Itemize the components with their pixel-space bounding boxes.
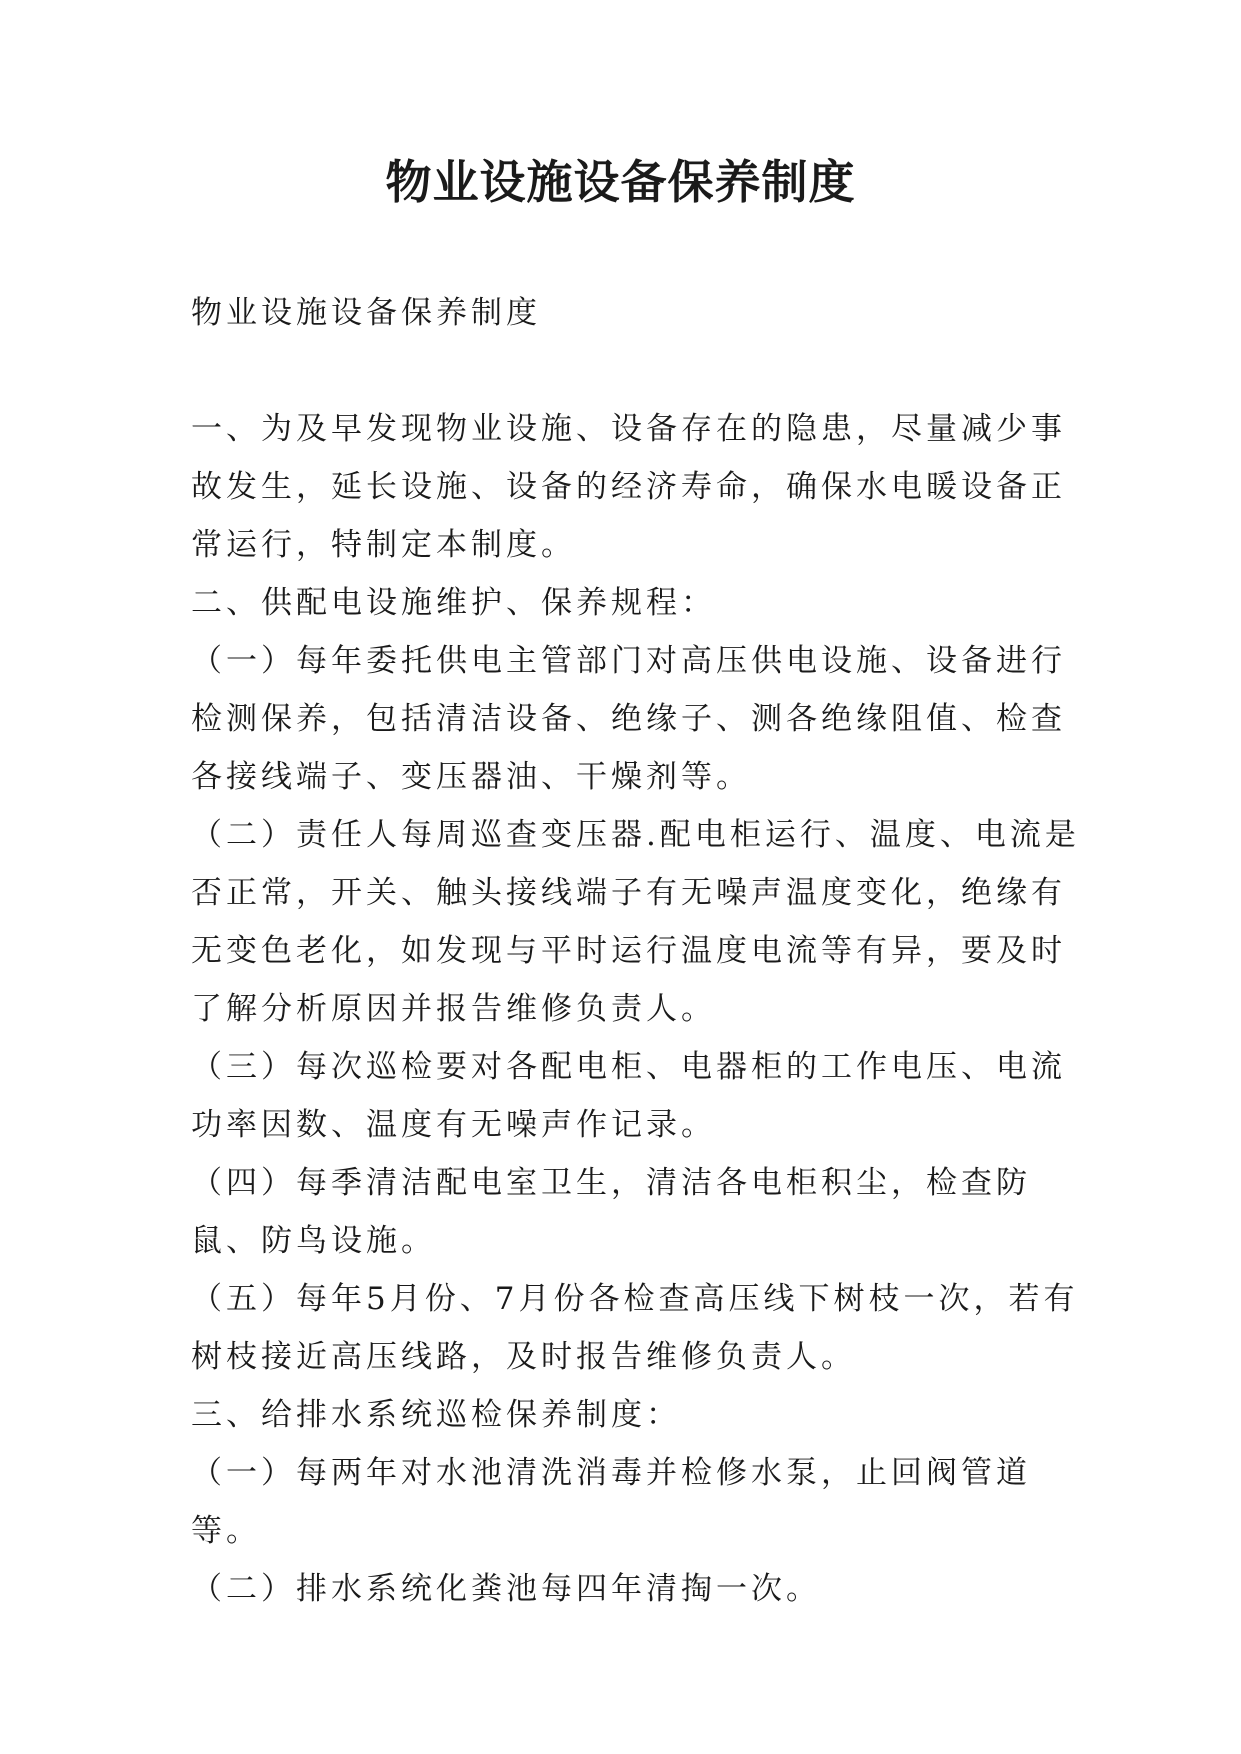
paragraph: （一）每两年对水池清洗消毒并检修水泵，止回阀管道等。 [191,1455,1031,1549]
paragraph: 二、供配电设施维护、保养规程： [191,585,716,621]
paragraph: （一）每年委托供电主管部门对高压供电设施、设备进行检测保养，包括清洁设备、绝缘子、测各绝缘阻值、检查各接线端子、变压器油、干燥剂等。 [191,643,1066,795]
paragraph: 一、为及早发现物业设施、设备存在的隐患，尽量减少事故发生，延长设施、设备的经济寿命，确保水电暖设备正常运行，特制定本制度。 [191,411,1066,563]
paragraph: （三）每次巡检要对各配电柜、电器柜的工作电压、电流功率因数、温度有无噪声作记录。 [191,1049,1066,1143]
document-body [191,284,1081,1618]
paragraph: （四）每季清洁配电室卫生，清洁各电柜积尘，检查防鼠、防鸟设施。 [191,1165,1031,1259]
paragraph: （二）责任人每周巡查变压器.配电柜运行、温度、电流是否正常，开关、触头接线端子有无噪声温度变化，绝缘有无变色老化，如发现与平时运行温度电流等有异，要及时了解分析原因并报告维修负责人。 [191,817,1080,1027]
document-title: 物业设施设备保养制度 [385,155,856,209]
paragraph: 三、给排水系统巡检保养制度： [191,1397,681,1433]
paragraph: （五）每年5月份、7月份各检查高压线下树枝一次，若有树枝接近高压线路，及时报告维修负责人。 [191,1281,1079,1375]
paragraph: （二）排水系统化粪池每四年清掏一次。 [191,1571,821,1607]
document-subtitle: 物业设施设备保养制度 [191,295,541,331]
